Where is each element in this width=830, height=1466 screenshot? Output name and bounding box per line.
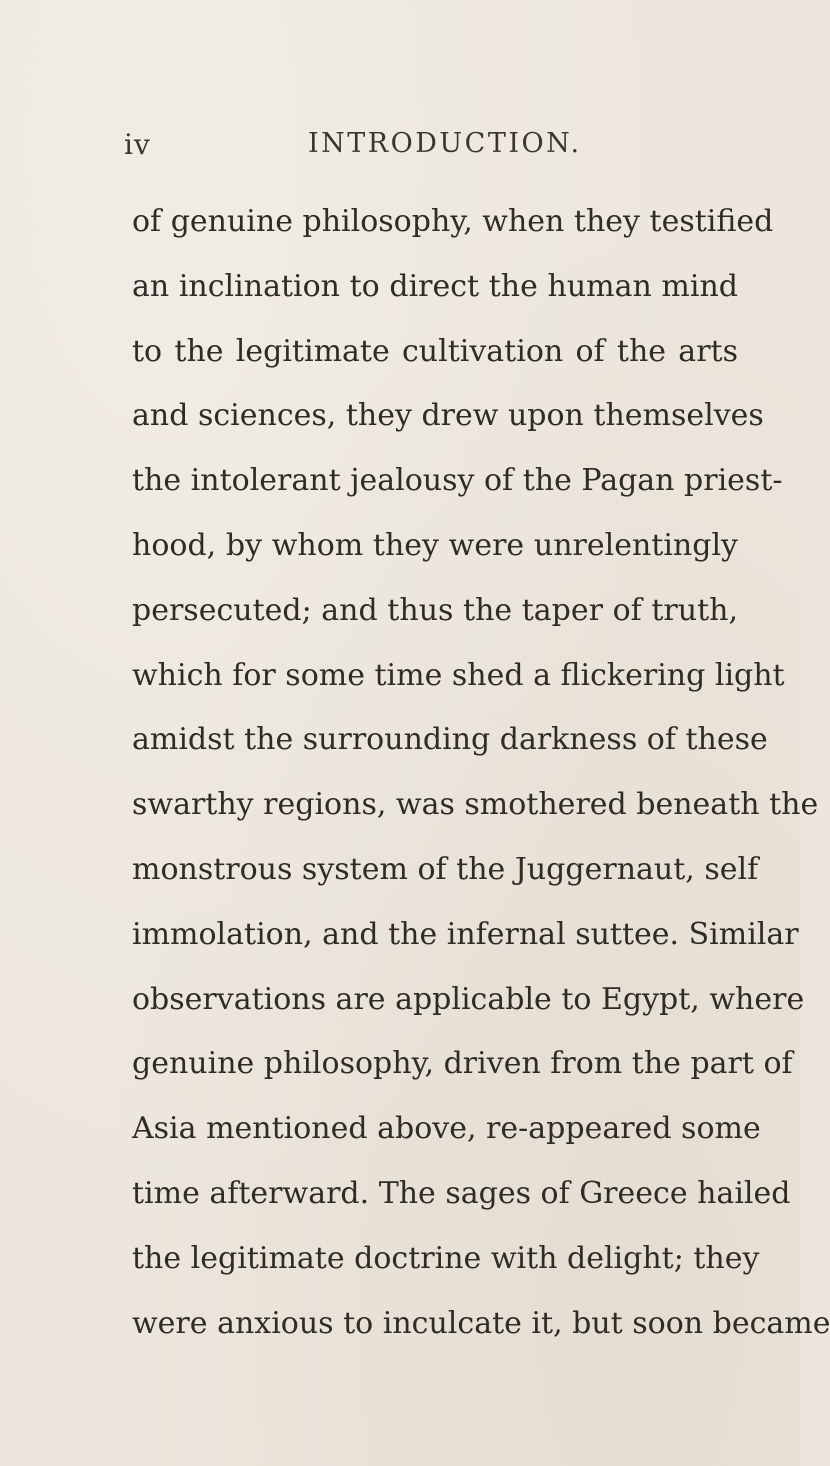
text-line: observations are applicable to Egypt, where [132,981,805,1017]
text-line: an inclination to direct the human mind [132,268,738,304]
text-line: the intolerant jealousy of the Pagan priest- [132,463,783,499]
text-line: time afterward. The sages of Greece hailed [132,1175,791,1211]
text-line: Asia mentioned above, re-appeared some [132,1111,761,1147]
text-line: to the legitimate cultivation of the arts [132,333,738,369]
text-line: the legitimate doctrine with delight; they [132,1240,760,1276]
text-line: immolation, and the infernal suttee. Similar [132,916,799,952]
text-line: amidst the surrounding darkness of these [132,722,768,758]
text-line: monstrous system of the Juggernaut, self [132,851,759,887]
page-number: iv [124,128,151,161]
text-line: and sciences, they drew upon themselves [132,398,764,434]
text-line: persecuted; and thus the taper of truth, [132,592,738,628]
text-line: genuine philosophy, driven from the part of [132,1046,793,1082]
text-line: of genuine philosophy, when they testified [132,204,774,239]
text-line: hood, by whom they were unrelentingly [132,527,738,563]
text-line: swarthy regions, was smothered beneath the [132,787,819,823]
text-line: which for some time shed a flickering light [132,657,785,693]
page-header [0,128,800,168]
body-text [132,190,830,1356]
running-title: INTRODUCTION. [308,128,582,159]
text-line: were anxious to inculcate it, but soon became [132,1305,830,1341]
